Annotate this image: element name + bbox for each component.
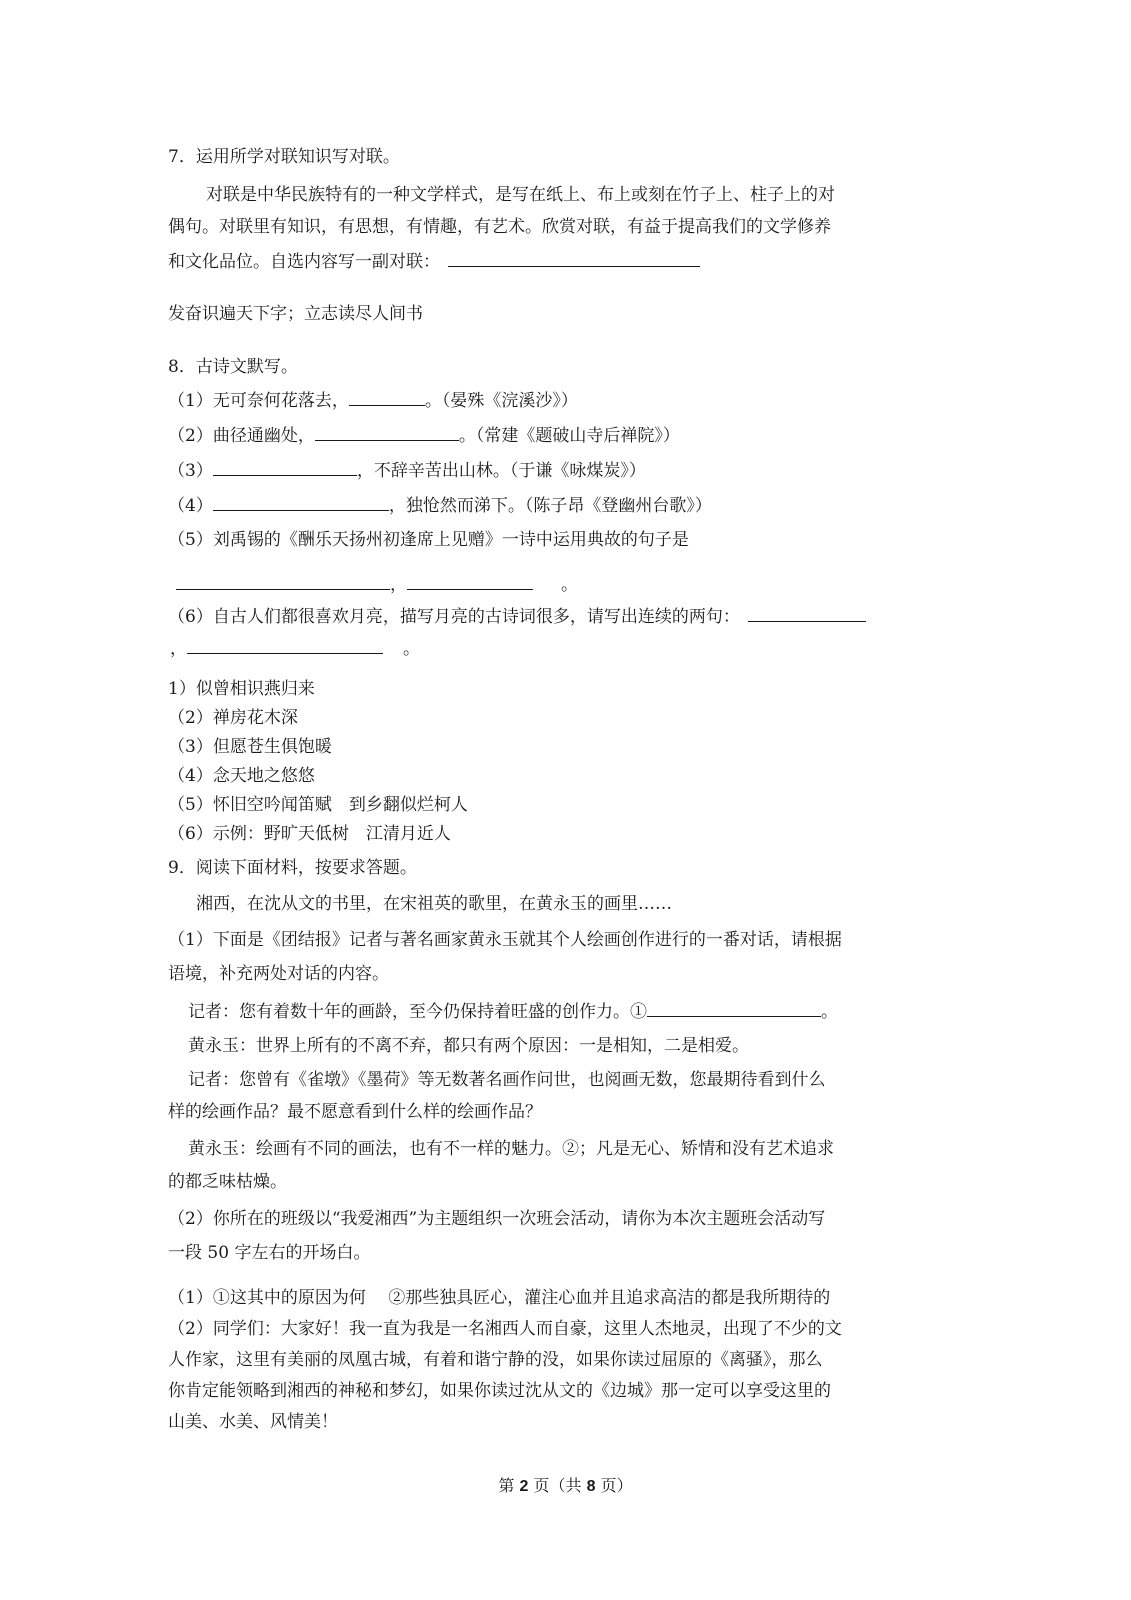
q8-answer-4: （4）念天地之悠悠 <box>168 766 315 786</box>
footer-total-pages: 8 <box>586 1478 596 1495</box>
q7-answer-blank[interactable] <box>448 250 700 267</box>
q8-item-3-blank[interactable] <box>213 459 357 476</box>
q9-dialogue-1-text: 记者：您有着数十年的画龄，至今仍保持着旺盛的创作力。① <box>188 1002 647 1022</box>
q8-item-4-text: （4） <box>168 496 213 516</box>
q8-item-5-blanks <box>176 573 578 596</box>
q8-answer-2: （2）禅房花木深 <box>168 708 298 728</box>
q9-part-1-line-2: 语境，补充两处对话的内容。 <box>168 964 389 984</box>
q9-answer-line-1: （1）①这其中的原因为何 ②那些独具匠心，灌注心血并且追求高洁的都是我所期待的 <box>168 1288 831 1308</box>
q8-item-5-comma: ， <box>390 575 407 595</box>
q9-dialogue-1 <box>188 1000 838 1023</box>
q9-answer-line-2: （2）同学们：大家好！我一直为我是一名湘西人而自豪，这里人杰地灵，出现了不少的文 <box>168 1319 842 1339</box>
q9-part-2-line-1: （2）你所在的班级以“我爱湘西”为主题组织一次班会活动，请你为本次主题班会活动写 <box>168 1209 826 1229</box>
q8-answer-3: （3）但愿苍生俱饱暖 <box>168 737 332 757</box>
q8-item-3-source: ，不辞辛苦出山林。（于谦《咏煤炭》） <box>356 461 646 481</box>
q9-part-1-line-1: （1）下面是《团结报》记者与著名画家黄永玉就其个人绘画创作进行的一番对话，请根据 <box>168 930 842 950</box>
q8-item-2-text: （2）曲径通幽处， <box>168 426 315 446</box>
q8-item-2 <box>168 424 680 447</box>
q8-answer-1: 1）似曾相识燕归来 <box>168 679 315 699</box>
q7-prompt: 和文化品位。自选内容写一副对联： <box>168 252 440 272</box>
q8-item-4-blank[interactable] <box>213 494 389 511</box>
q9-answer-line-3: 人作家，这里有美丽的凤凰古城，有着和谐宁静的没，如果你读过屈原的《离骚》，那么 <box>168 1350 823 1370</box>
q8-item-6-blank-1[interactable] <box>748 605 866 622</box>
q8-item-6-cont <box>170 637 420 660</box>
q8-item-1-blank[interactable] <box>349 389 425 406</box>
q8-item-4 <box>168 494 712 517</box>
q7-answer: 发奋识遍天下字；立志读尽人间书 <box>168 304 423 324</box>
q9-intro: 湘西，在沈从文的书里，在宋祖英的歌里，在黄永玉的画里…… <box>196 894 672 914</box>
q8-item-1-text: （1）无可奈何花落去， <box>168 391 349 411</box>
q9-answer-line-4: 你肯定能领略到湘西的神秘和梦幻，如果你读过沈从文的《边城》那一定可以享受这里的 <box>168 1381 831 1401</box>
q8-item-6-blank-2[interactable] <box>187 637 383 654</box>
q7-title: 7．运用所学对联知识写对联。 <box>168 147 400 167</box>
footer-middle: 页（共 <box>528 1476 587 1495</box>
q8-item-2-source: 。（常建《题破山寺后禅院》） <box>458 426 680 446</box>
footer-suffix: 页） <box>595 1476 633 1495</box>
q7-body-line-2: 偶句。对联里有知识，有思想，有情趣，有艺术。欣赏对联，有益于提高我们的文学修养 <box>168 217 831 237</box>
q9-title: 9．阅读下面材料，按要求答题。 <box>168 858 417 878</box>
q8-item-4-source: ，独怆然而涕下。（陈子昂《登幽州台歌》） <box>388 496 712 516</box>
q7-body-line-3 <box>168 250 700 273</box>
q8-item-5-blank-2[interactable] <box>407 573 533 590</box>
q9-dialogue-1-blank[interactable] <box>647 1000 821 1017</box>
q9-dialogue-3-line-1: 记者：您曾有《雀墩》《墨荷》等无数著名画作问世，也阅画无数，您最期待看到什么 <box>188 1070 826 1090</box>
q8-item-5: （5）刘禹锡的《酬乐天扬州初逢席上见赠》一诗中运用典故的句子是 <box>168 530 689 550</box>
q9-part-2-line-2: 一段 50 字左右的开场白。 <box>168 1243 371 1263</box>
q8-item-1-source: 。（晏殊《浣溪沙》） <box>424 391 578 411</box>
q9-dialogue-3-line-2: 样的绘画作品？最不愿意看到什么样的绘画作品？ <box>168 1102 542 1122</box>
q8-item-1 <box>168 389 578 412</box>
q8-answer-5: （5）怀旧空吟闻笛赋 到乡翻似烂柯人 <box>168 795 468 815</box>
q8-item-6-text: （6）自古人们都很喜欢月亮，描写月亮的古诗词很多，请写出连续的两句： <box>168 607 740 627</box>
q8-title: 8．古诗文默写。 <box>168 357 298 377</box>
q8-item-5-blank-1[interactable] <box>176 573 390 590</box>
q8-item-3-text: （3） <box>168 461 213 481</box>
q9-answer-line-5: 山美、水美、风情美！ <box>168 1412 338 1432</box>
q8-answer-6: （6）示例：野旷天低树 江清月近人 <box>168 824 451 844</box>
q7-body-line-1: 对联是中华民族特有的一种文学样式，是写在纸上、布上或刻在竹子上、柱子上的对 <box>206 185 835 205</box>
q9-dialogue-4-line-2: 的都乏味枯燥。 <box>168 1172 287 1192</box>
q8-item-5-period: 。 <box>561 575 578 595</box>
q9-dialogue-1-end: 。 <box>821 1002 838 1022</box>
footer-page-number: 2 <box>519 1478 529 1495</box>
q8-item-6 <box>168 605 866 628</box>
page-footer <box>0 1473 1131 1496</box>
q8-item-2-blank[interactable] <box>315 424 459 441</box>
q9-dialogue-2: 黄永玉：世界上所有的不离不弃，都只有两个原因：一是相知，二是相爱。 <box>188 1036 749 1056</box>
q8-item-6-comma: ， <box>170 639 187 659</box>
q8-item-3 <box>168 459 646 482</box>
q8-item-6-period: 。 <box>403 639 420 659</box>
q9-dialogue-4-line-1: 黄永玉：绘画有不同的画法，也有不一样的魅力。②；凡是无心、矫情和没有艺术追求 <box>188 1139 834 1159</box>
footer-prefix: 第 <box>498 1476 520 1495</box>
